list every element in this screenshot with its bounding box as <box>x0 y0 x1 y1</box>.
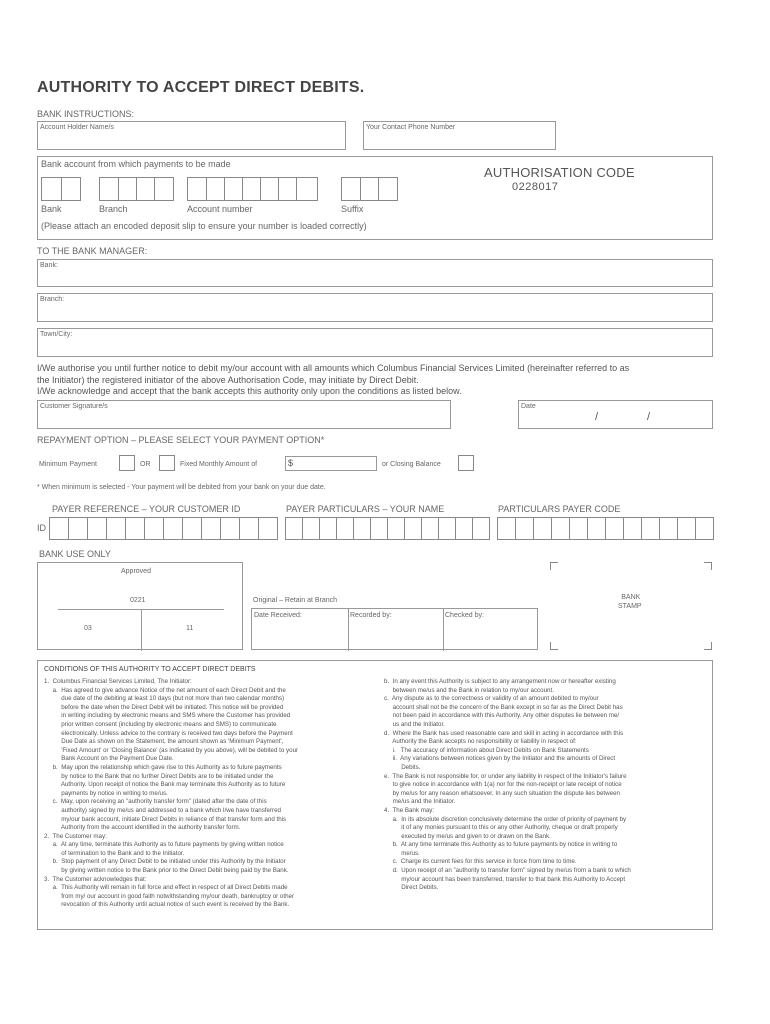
payer-code-box-3[interactable] <box>533 517 552 540</box>
condition-line: account shall not be the concern of the Bank except in so far as the Direct Debit has <box>384 703 623 711</box>
branch-label: Branch <box>99 204 128 214</box>
condition-line: due date of the debiting at least 10 days (but not more than two calendar months) <box>44 695 285 703</box>
payer-reference-box-7[interactable] <box>163 517 183 540</box>
account-digit-6[interactable] <box>278 177 297 201</box>
payer-particulars-box-7[interactable] <box>387 517 405 540</box>
customer-signature-field[interactable] <box>37 400 451 429</box>
payer-reference-label: PAYER REFERENCE – YOUR CUSTOMER ID <box>52 504 241 514</box>
payer-reference-box-5[interactable] <box>125 517 145 540</box>
conditions-left-column <box>44 678 380 910</box>
account-digit-2[interactable] <box>206 177 225 201</box>
account-holder-label: Account Holder Name/s <box>40 124 114 131</box>
condition-line: 3. The Customer acknowledges that: <box>44 875 147 883</box>
account-digit-7[interactable] <box>296 177 318 201</box>
payer-particulars-box-12[interactable] <box>472 517 490 540</box>
condition-line: prior written consent (including by electronic means and SMS) to communicate <box>44 720 277 728</box>
payer-code-box-12[interactable] <box>695 517 714 540</box>
payer-particulars-box-1[interactable] <box>285 517 303 540</box>
repayment-heading: REPAYMENT OPTION – PLEASE SELECT YOUR PAYMENT OPTION* <box>37 435 325 445</box>
branch-digit-2[interactable] <box>118 177 137 201</box>
condition-line: electronically. Unless advice to the contrary is received two days before the Payment <box>44 729 293 737</box>
record-divider-2 <box>443 609 444 651</box>
payer-code-box-10[interactable] <box>659 517 678 540</box>
payer-reference-box-12[interactable] <box>258 517 278 540</box>
payer-reference-box-11[interactable] <box>239 517 259 540</box>
payer-code-box-11[interactable] <box>677 517 696 540</box>
condition-line: before the date when the Direct Debit will be initiated. This notice will be provided <box>44 703 284 711</box>
condition-line: a. At any time, terminate this Authority as to future payments by giving written notice <box>44 841 284 849</box>
condition-line: Authority the Bank accepts no responsibility or liability in respect of: <box>384 738 577 746</box>
payer-particulars-box-8[interactable] <box>404 517 422 540</box>
condition-line: 'Fixed Amount' or 'Closing Balance' (as indicated by you above), will be debited to your <box>44 746 299 754</box>
condition-line: 4. The Bank may: <box>384 806 435 814</box>
minimum-payment-checkbox[interactable] <box>119 455 135 471</box>
date-received-label[interactable]: Date Received: <box>254 612 302 619</box>
stamp-corner-br <box>704 642 712 650</box>
dollar-sign: $ <box>288 458 294 468</box>
payer-reference-box-3[interactable] <box>87 517 107 540</box>
bank-stamp-label <box>620 593 642 611</box>
condition-line: Authority from the account identified in the authority transfer form. <box>44 824 241 832</box>
payer-particulars-box-10[interactable] <box>438 517 456 540</box>
bank-digit-2[interactable] <box>61 177 81 201</box>
bank-approval-box <box>37 562 243 650</box>
date-separator-1: / <box>595 411 599 423</box>
condition-line: executed by me/us and given to or drawn on the Bank. <box>384 832 551 840</box>
bank-stamp-line-1: BANK <box>621 594 641 601</box>
authorisation-code-title: AUTHORISATION CODE <box>484 165 635 180</box>
condition-line: 1. Columbus Financial Services Limited, The Initiator: <box>44 678 192 685</box>
payer-reference-box-2[interactable] <box>68 517 88 540</box>
original-retain-label: Original – Retain at Branch <box>253 597 338 604</box>
stamp-corner-bl <box>550 642 558 650</box>
bank-label: Bank <box>41 204 62 214</box>
payer-reference-box-1[interactable] <box>49 517 69 540</box>
condition-line: from my/ our account in good faith notwithstanding my/our death, bankruptcy or other <box>44 892 295 900</box>
bank-name-field[interactable] <box>37 259 713 287</box>
customer-signature-label: Customer Signature/s <box>40 403 108 410</box>
condition-line: c. May, upon receiving an "authority transfer form" (dated after the date of this <box>44 798 267 806</box>
payer-particulars-box-2[interactable] <box>302 517 320 540</box>
stamp-corner-tr <box>704 562 712 570</box>
condition-line: Bank Account on the Payment Due Date. <box>44 755 174 763</box>
condition-line: 2. The Customer may: <box>44 832 107 840</box>
condition-line: i. The accuracy of information about Direct Debits on Bank Statements <box>384 746 589 754</box>
approval-vertical-divider <box>141 610 142 651</box>
deposit-slip-note: (Please attach an encoded deposit slip to ensure your number is loaded correctly) <box>41 221 367 231</box>
account-number-label: Account number <box>187 204 253 214</box>
authorisation-line-1: I/We authorise you until further notice to debit my/our account with all amounts which Columbus Financial Services Limited (hereinafter referred to as <box>37 363 630 373</box>
payer-particulars-box-6[interactable] <box>370 517 388 540</box>
payer-reference-box-9[interactable] <box>201 517 221 540</box>
condition-line: authority) signed by me/us and addressed to a bank which I/we have transferred <box>44 806 281 814</box>
payer-reference-box-6[interactable] <box>144 517 164 540</box>
payer-code-box-2[interactable] <box>515 517 534 540</box>
bank-code-a: 0221 <box>130 597 146 604</box>
condition-line: to give notice in accordance with 1(a) nor for the non-receipt or late receipt of notice <box>384 781 622 789</box>
record-divider-1 <box>348 609 349 651</box>
payer-code-box-5[interactable] <box>569 517 588 540</box>
closing-balance-label: or Closing Balance <box>382 461 441 468</box>
condition-line: b. May upon the relationship which gave rise to this Authority as to future payments <box>44 763 282 771</box>
authorisation-line-3: I/We acknowledge and accept that the bank accepts this authority only upon the conditions as listed below. <box>37 386 462 396</box>
condition-line: me/us and the Initiator. <box>384 798 456 806</box>
repayment-note: * When minimum is selected - Your payment will be debited from your bank on your due date. <box>37 484 326 491</box>
condition-line: by notice to the Bank that no further Direct Debits are to be initiated under the <box>44 772 274 780</box>
condition-line: payments by notice in writing to me/us. <box>44 789 168 797</box>
stamp-corner-tl <box>550 562 558 570</box>
account-digit-1[interactable] <box>187 177 207 201</box>
condition-line: of termination to the Bank and to the Initiator. <box>44 849 185 857</box>
payer-code-box-1[interactable] <box>497 517 516 540</box>
condition-line: Debits. <box>384 763 421 771</box>
fixed-amount-input[interactable] <box>285 456 377 471</box>
account-digit-3[interactable] <box>224 177 243 201</box>
account-digit-5[interactable] <box>260 177 279 201</box>
payer-particulars-box-5[interactable] <box>353 517 371 540</box>
authorisation-line-2: the Initiator) the registered initiator of the above Authorisation Code, may initiate by Direct Debit. <box>37 374 419 385</box>
payer-reference-box-8[interactable] <box>182 517 202 540</box>
bank-record-box <box>251 608 538 650</box>
payer-particulars-label: PAYER PARTICULARS – YOUR NAME <box>286 504 445 514</box>
account-holder-field[interactable] <box>37 121 346 150</box>
authorisation-statement <box>37 363 727 398</box>
fixed-amount-label: Fixed Monthly Amount of <box>180 461 258 468</box>
particulars-payer-code-label: PARTICULARS PAYER CODE <box>498 504 621 514</box>
authorisation-code-value: 0228017 <box>512 181 559 193</box>
suffix-digit-2[interactable] <box>360 177 379 201</box>
recorded-by-label[interactable]: Recorded by: <box>350 612 392 619</box>
id-label: ID <box>37 523 46 533</box>
condition-line: b. Stop payment of any Direct Debit to be initiated under this Authority by the Initiator <box>44 858 286 866</box>
minimum-payment-label: Minimum Payment <box>39 461 97 468</box>
bank-instructions-heading: BANK INSTRUCTIONS: <box>37 109 135 119</box>
bank-account-section <box>37 156 713 240</box>
town-city-label: Town/City: <box>40 331 73 338</box>
form-title: AUTHORITY TO ACCEPT DIRECT DEBITS. <box>37 79 365 96</box>
condition-line: by giving written notice to the Bank prior to the Direct Debit being paid by the Bank. <box>44 867 289 875</box>
condition-line: Direct Debits. <box>384 884 439 892</box>
condition-line: me/us. <box>384 849 420 857</box>
condition-line: a. In its absolute discretion conclusively determine the order of priority of payment by <box>384 815 627 823</box>
suffix-digit-1[interactable] <box>341 177 361 201</box>
condition-line: my/our account has been transferred, transfer to that bank this Authority to Accept <box>384 875 626 883</box>
payer-particulars-box-9[interactable] <box>421 517 439 540</box>
condition-line: revocation of this Authority until actual notice of such event is received by the Bank. <box>44 901 290 909</box>
bank-code-c: 11 <box>186 625 194 632</box>
condition-line: b. At any time terminate this Authority as to future payments by notice in writing to <box>384 841 618 849</box>
payer-reference-box-10[interactable] <box>220 517 240 540</box>
closing-balance-checkbox[interactable] <box>458 455 474 471</box>
payer-code-box-7[interactable] <box>605 517 624 540</box>
contact-phone-field[interactable] <box>363 121 556 150</box>
contact-phone-label: Your Contact Phone Number <box>366 124 456 131</box>
condition-line: c. Charge its current fees for this service in force from time to time. <box>384 858 577 866</box>
payer-particulars-box-4[interactable] <box>336 517 354 540</box>
approved-label: Approved <box>121 568 151 575</box>
conditions-box <box>37 660 713 930</box>
fixed-amount-checkbox[interactable] <box>159 455 175 471</box>
condition-line: not been paid in accordance with this Authority. Any other disputes lie between me/ <box>384 712 620 720</box>
bank-stamp-line-2: STAMP <box>618 603 642 610</box>
branch-name-label: Branch: <box>40 296 65 303</box>
condition-line: us and the Initiator. <box>384 720 445 728</box>
condition-line: ii. Any variations between notices given by the Initiator and the amounts of Direct <box>384 755 616 763</box>
branch-digit-1[interactable] <box>99 177 119 201</box>
condition-line: e. The Bank is not responsible for, or under any liability in respect of the Initiator's failure <box>384 772 627 780</box>
condition-line: d. Upon receipt of an "authority to transfer form" signed by me/us from a bank to which <box>384 867 631 875</box>
condition-line: Due Date as shown on the Statement, the amount shown as 'Minimum Payment', <box>44 738 284 746</box>
bank-use-heading: BANK USE ONLY <box>39 549 111 559</box>
condition-line: c. Any dispute as to the correctness or validity of an amount debited to my/our <box>384 695 599 703</box>
condition-line: b. In any event this Authority is subject to any arrangement now or hereafter existing <box>384 678 616 685</box>
town-city-field[interactable] <box>37 328 713 357</box>
condition-line: between me/us and the Bank in relation to my/our account. <box>384 686 554 694</box>
payer-reference-box-4[interactable] <box>106 517 126 540</box>
checked-by-label[interactable]: Checked by: <box>445 612 484 619</box>
condition-line: by me/us for any reason whatsoever. In any such situation the dispute lies between <box>384 789 620 797</box>
conditions-heading: CONDITIONS OF THIS AUTHORITY TO ACCEPT DIRECT DEBITS <box>44 666 256 673</box>
suffix-digit-3[interactable] <box>378 177 398 201</box>
bank-account-heading: Bank account from which payments to be made <box>41 159 231 169</box>
bank-code-b: 03 <box>84 625 92 632</box>
payer-code-box-9[interactable] <box>641 517 660 540</box>
condition-line: d. Where the Bank has used reasonable care and skill in acting in accordance with this <box>384 729 624 737</box>
date-field[interactable] <box>518 400 713 429</box>
bank-name-label: Bank: <box>40 262 58 269</box>
condition-line: a. This Authority will remain in full force and effect in respect of all Direct Debits made <box>44 884 288 892</box>
suffix-label: Suffix <box>341 204 364 214</box>
date-label: Date <box>521 403 536 410</box>
payer-code-box-6[interactable] <box>587 517 606 540</box>
payer-particulars-box-11[interactable] <box>455 517 473 540</box>
or-label: OR <box>140 461 151 468</box>
condition-line: Authority. Upon receipt of notice the Bank may terminate this Authority as to future <box>44 781 286 789</box>
payer-particulars-box-3[interactable] <box>319 517 337 540</box>
branch-digit-4[interactable] <box>154 177 174 201</box>
condition-line: my/our bank account, initiate Direct Debits in reliance of that transfer form and this <box>44 815 287 823</box>
account-digit-4[interactable] <box>242 177 261 201</box>
condition-line: a. Has agreed to give advance Notice of the net amount of each Direct Debit and the <box>44 686 286 694</box>
bank-manager-heading: TO THE BANK MANAGER: <box>37 246 148 256</box>
branch-name-field[interactable] <box>37 293 713 322</box>
condition-line: in writing including by electronic means and SMS where the Customer has provided <box>44 712 291 720</box>
payer-code-box-8[interactable] <box>623 517 642 540</box>
payer-code-box-4[interactable] <box>551 517 570 540</box>
date-separator-2: / <box>647 411 651 423</box>
condition-line: it of any monies pursuant to this or any other Authority, cheque or draft properly <box>384 824 618 832</box>
conditions-right-column <box>384 678 710 893</box>
bank-digit-1[interactable] <box>41 177 62 201</box>
branch-digit-3[interactable] <box>136 177 155 201</box>
